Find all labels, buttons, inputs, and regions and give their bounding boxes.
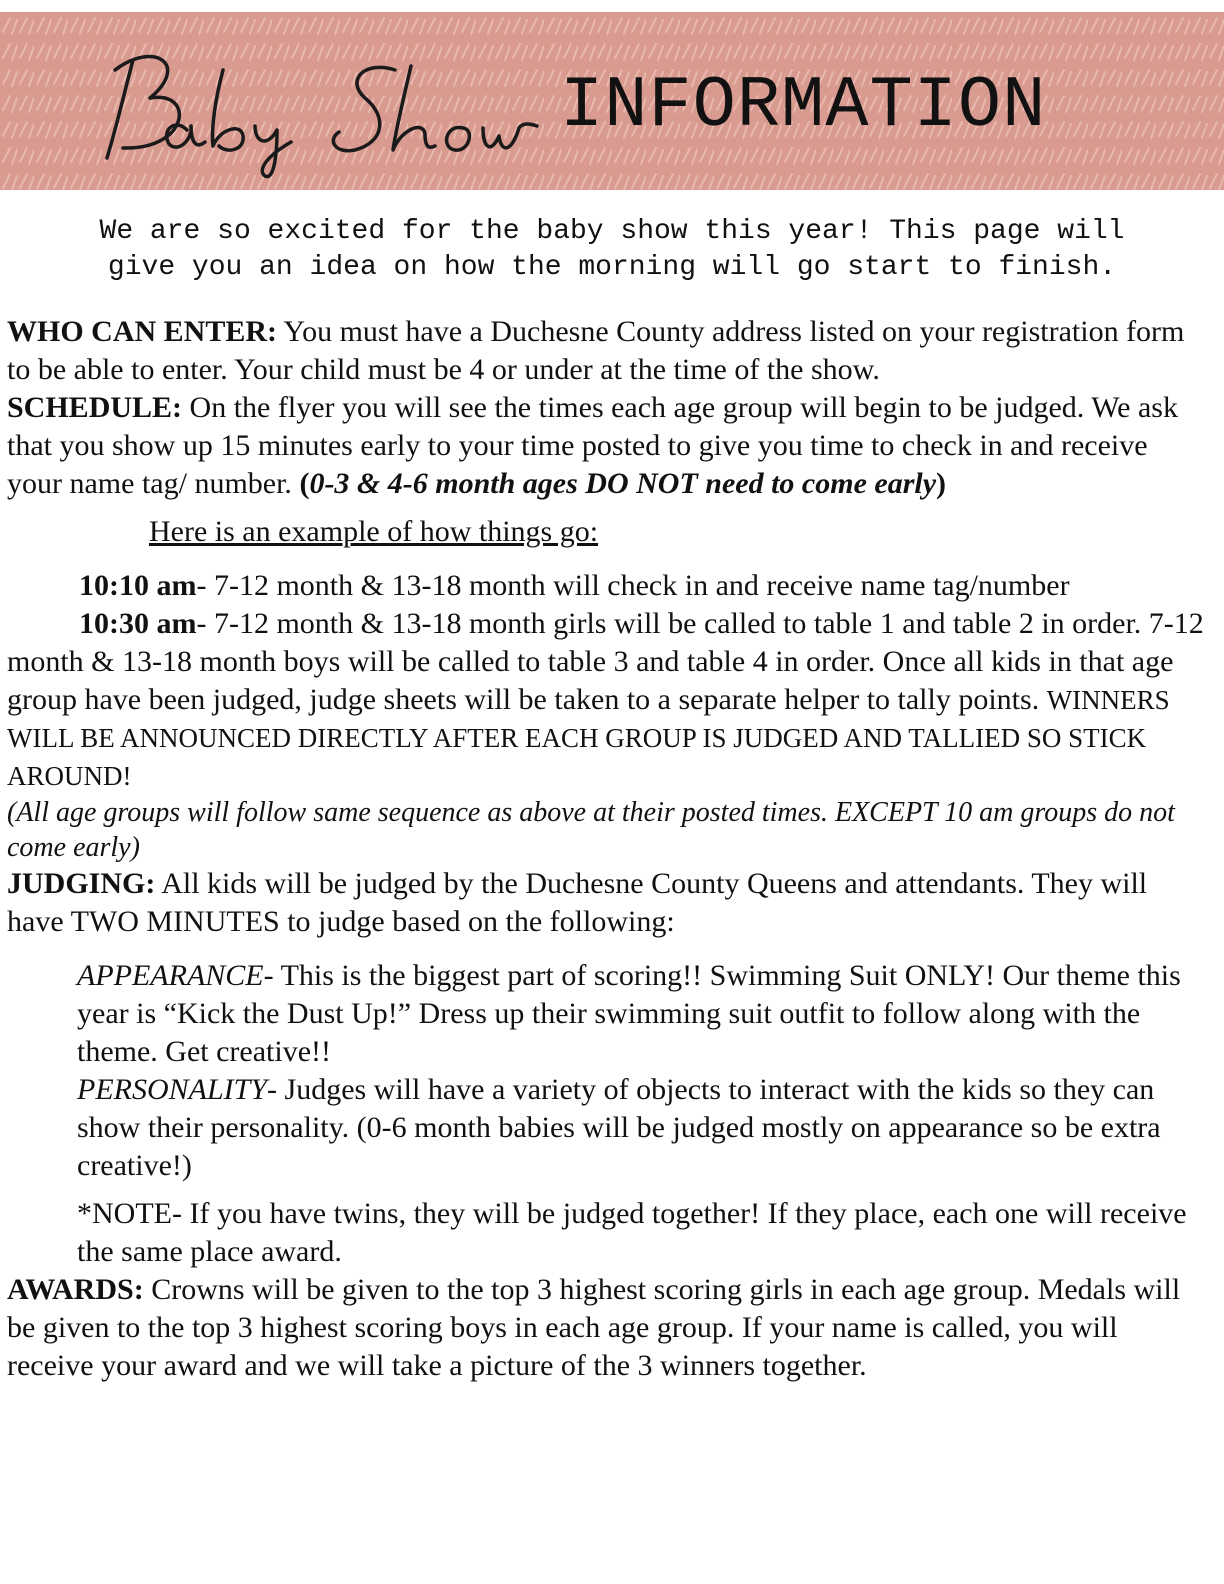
judging-label: JUDGING: [7,867,156,900]
example-heading: Here is an example of how things go: [149,515,599,548]
appearance-text: - This is the biggest part of scoring!! Swimming Suit ONLY! Our theme this year is “Kick the Dust Up!” Dress up their swimming suit outfit to follow along with the theme. Get creative!! [77,959,1181,1068]
example-step-2 [7,605,1207,795]
criterion-personality [77,1071,1207,1185]
personality-text: - Judges will have a variety of objects to interact with the kids so they can show their personality. (0-6 month babies will be judged mostly on appearance so be extra creative!) [77,1073,1161,1182]
intro-text: We are so excited for the baby show this year! This page will give you an idea on how the morning will go start to finish. [99,216,1125,283]
personality-label: PERSONALITY [77,1073,268,1106]
schedule-paren-close: ) [936,467,947,500]
schedule-label: SCHEDULE: [7,391,183,424]
banner-title [0,12,1224,190]
script-title-lettering [95,30,545,180]
judging-section [7,865,1207,941]
example-text-1: - 7-12 month & 13-18 month will check in and receive name tag/number [196,569,1070,602]
header-banner [0,12,1224,190]
example-time-1: 10:10 am [79,569,197,602]
twins-note: *NOTE- If you have twins, they will be judged together! If they place, each one will receive the same place award. [77,1197,1187,1268]
awards-text: Crowns will be given to the top 3 highest scoring girls in each age group. Medals will be given to the top 3 highest scoring boys in each age group. If your name is called, you will receive your award and we will take a picture of the 3 winners together. [7,1273,1181,1382]
example-step-1 [7,567,1207,605]
who-can-enter-section [7,313,1207,389]
who-can-enter-label: WHO CAN ENTER: [7,315,278,348]
document-body [7,313,1207,1385]
criterion-appearance [77,957,1207,1071]
schedule-section [7,389,1207,503]
schedule-paren-open: ( [299,467,310,500]
schedule-emphasis: 0-3 & 4-6 month ages DO NOT need to come early [309,467,937,500]
example-note: (All age groups will follow same sequence as above at their posted times. EXCEPT 10 am groups do not come early) [7,797,1175,863]
page-title: INFORMATION [560,65,1047,147]
judging-text: All kids will be judged by the Duchesne County Queens and attendants. They will have TWO MINUTES to judge based on the following: [7,867,1148,938]
example-text-2: - 7-12 month & 13-18 month girls will be called to table 1 and table 2 in order. 7-12 month & 13-18 month boys will be called to table 3 and table 4 in order. Once all kids in that age group have been judged, judge sheets will be taken to a separate helper to tally points. [7,607,1204,716]
judging-criteria [7,957,1207,1271]
who-can-enter-text: You must have a Duchesne County address listed on your registration form to be able to enter. Your child must be 4 or under at the time of the show. [7,315,1185,386]
example-announcement: WINNERS WILL BE ANNOUNCED DIRECTLY AFTER EACH GROUP IS JUDGED AND TALLIED SO STICK AROUND! [7,685,1170,791]
appearance-label: APPEARANCE [77,959,264,992]
awards-label: AWARDS: [7,1273,144,1306]
schedule-text: On the flyer you will see the times each age group will begin to be judged. We ask that you show up 15 minutes early to your time posted to give you time to check in and receive your name tag/ number. [7,391,1178,500]
awards-section [7,1271,1207,1385]
example-time-2: 10:30 am [79,607,197,640]
